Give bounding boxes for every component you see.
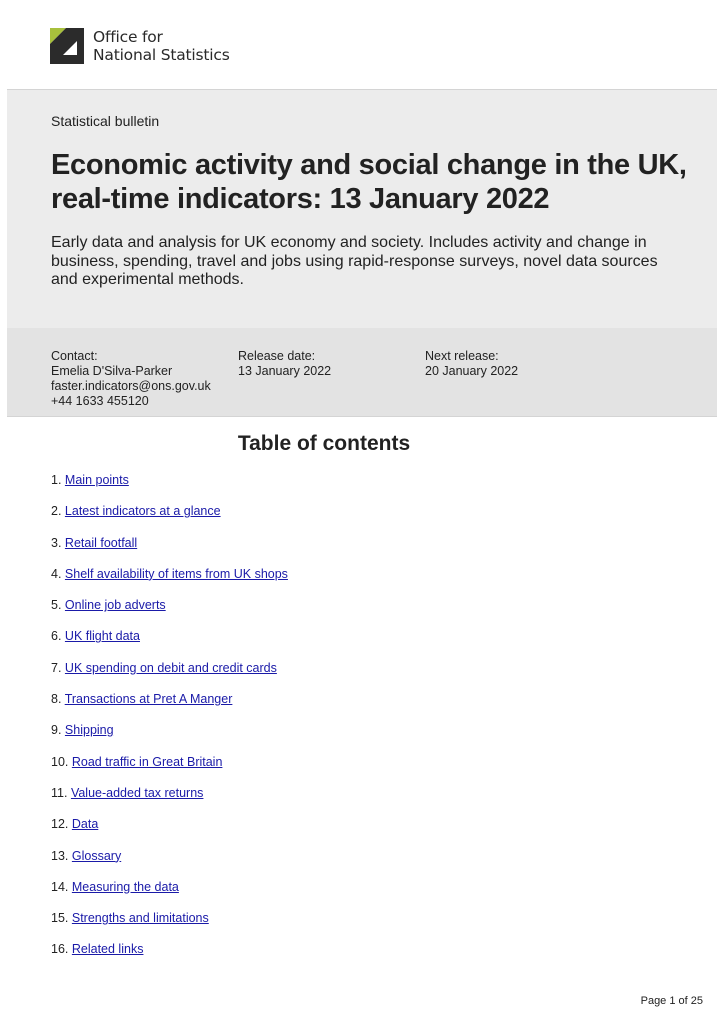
toc-link-uk-spending-cards[interactable]: UK spending on debit and credit cards <box>64 660 277 675</box>
toc-link-online-job-adverts[interactable]: Online job adverts <box>64 598 166 613</box>
logo-line-1: Office for <box>93 28 163 46</box>
contact-label: Contact: <box>51 349 98 363</box>
toc-link-vat-returns[interactable]: Value-added tax returns <box>70 785 204 800</box>
release-date: 13 January 2022 <box>238 364 332 378</box>
toc-number: 3. <box>51 535 62 550</box>
toc-link-shipping[interactable]: Shipping <box>64 723 114 738</box>
logo-text <box>93 28 230 64</box>
toc-link-main-points[interactable]: Main points <box>64 473 129 487</box>
toc-item <box>51 535 288 566</box>
document-type: Statistical bulletin <box>51 113 160 129</box>
contact-email: faster.indicators@ons.gov.uk <box>51 379 211 393</box>
contact-block <box>51 349 211 409</box>
release-date-label: Release date: <box>238 349 316 363</box>
toc-number: 16. <box>51 942 69 957</box>
toc-item <box>51 566 288 597</box>
toc-number: 1. <box>51 473 62 487</box>
toc-link-uk-flight-data[interactable]: UK flight data <box>64 629 140 644</box>
toc-link-data[interactable]: Data <box>71 817 99 832</box>
toc-item <box>51 785 288 816</box>
toc-item <box>51 941 288 972</box>
release-meta <box>7 328 717 417</box>
toc-item <box>51 910 288 941</box>
toc-item <box>51 816 288 847</box>
toc-item <box>51 754 288 785</box>
toc-number: 4. <box>51 566 62 581</box>
toc-item <box>51 691 288 722</box>
toc-number: 2. <box>51 504 62 519</box>
toc-link-road-traffic[interactable]: Road traffic in Great Britain <box>71 754 223 769</box>
ons-logo <box>50 28 230 64</box>
toc-number: 5. <box>51 598 62 613</box>
toc-link-latest-indicators[interactable]: Latest indicators at a glance <box>64 504 221 519</box>
toc-number: 6. <box>51 629 62 644</box>
toc-link-related-links[interactable]: Related links <box>71 942 144 957</box>
toc-number: 8. <box>51 692 62 707</box>
toc-link-strengths-limitations[interactable]: Strengths and limitations <box>71 911 209 926</box>
toc-number: 11. <box>51 785 68 800</box>
toc-number: 9. <box>51 723 62 738</box>
toc-number: 10. <box>51 754 69 769</box>
toc-item <box>51 879 288 910</box>
toc-link-glossary[interactable]: Glossary <box>71 848 122 863</box>
contact-name: Emelia D'Silva-Parker <box>51 364 173 378</box>
toc-link-retail-footfall[interactable]: Retail footfall <box>64 535 138 550</box>
toc-number: 14. <box>51 879 69 894</box>
toc-item <box>51 848 288 879</box>
next-release-block <box>425 349 518 379</box>
toc-link-measuring-the-data[interactable]: Measuring the data <box>71 879 179 894</box>
contact-phone: +44 1633 455120 <box>51 394 149 408</box>
page-description: Early data and analysis for UK economy and society. Includes activity and change in business, spending, travel and jobs using rapid-response surveys, novel data sources and experimental methods. <box>51 234 658 288</box>
toc-item <box>51 628 288 659</box>
toc-item <box>51 597 288 628</box>
page-number: Page 1 of 25 <box>640 995 703 1007</box>
toc-title: Table of contents <box>237 432 411 455</box>
toc-link-pret-a-manger[interactable]: Transactions at Pret A Manger <box>64 692 233 707</box>
next-release-date: 20 January 2022 <box>425 364 519 378</box>
bulletin-header <box>7 89 717 329</box>
table-of-contents <box>51 472 288 973</box>
next-release-label: Next release: <box>425 349 499 363</box>
page-title: Economic activity and social change in the UK, real-time indicators: 13 January 2022 <box>51 149 687 215</box>
toc-number: 12. <box>51 817 69 832</box>
ons-logo-icon <box>50 28 84 64</box>
toc-number: 7. <box>51 660 62 675</box>
toc-number: 13. <box>51 848 69 863</box>
release-block <box>238 349 331 379</box>
toc-link-shelf-availability[interactable]: Shelf availability of items from UK shops <box>64 566 288 581</box>
toc-item <box>51 660 288 691</box>
toc-item <box>51 722 288 753</box>
toc-number: 15. <box>51 911 69 926</box>
logo-line-2: National Statistics <box>93 46 230 64</box>
toc-item <box>51 503 288 534</box>
toc-item <box>51 472 288 503</box>
